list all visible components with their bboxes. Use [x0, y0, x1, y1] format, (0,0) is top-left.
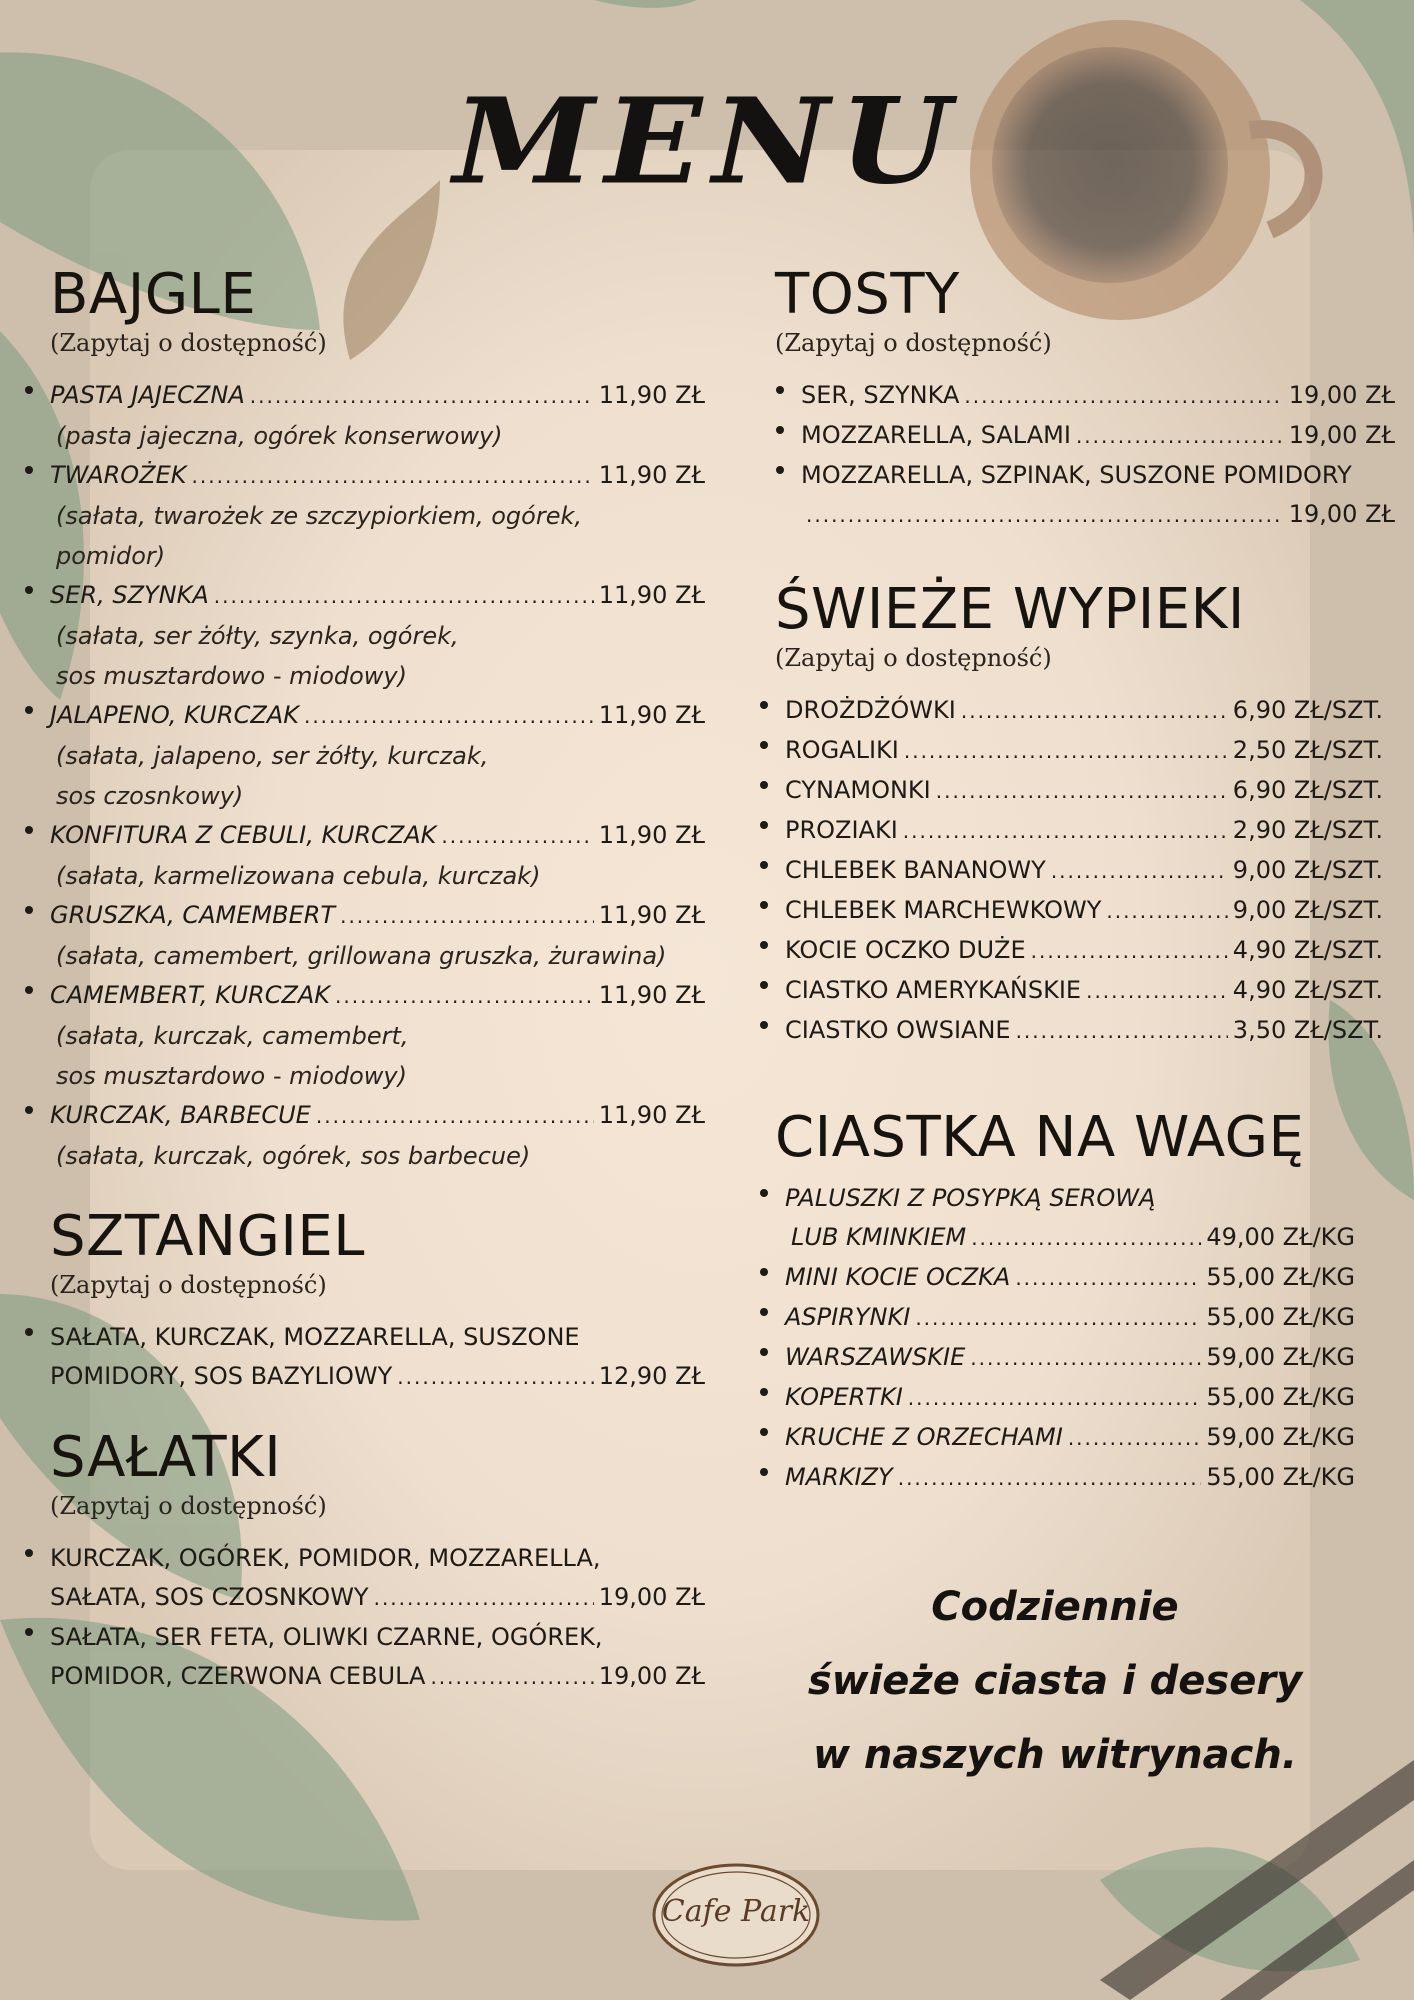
item-price: 55,00 ZŁ/KG [1206, 1383, 1355, 1411]
bullet-icon [25, 986, 33, 994]
section-heading: SZTANGIEL [50, 1204, 365, 1269]
menu-item [785, 931, 1383, 971]
item-name: PASTA JAJECZNA [50, 381, 245, 409]
bullet-icon [25, 1549, 33, 1557]
menu-item [785, 1418, 1355, 1458]
bullet-icon [760, 821, 768, 829]
item-price: 19,00 ZŁ [598, 1662, 705, 1690]
bullet-icon [25, 906, 33, 914]
item-price: 11,90 ZŁ [598, 1101, 705, 1129]
bullet-icon [760, 1268, 768, 1276]
menu-item [785, 691, 1383, 731]
right-column [775, 262, 1395, 1498]
item-name: KOPERTKI [785, 1383, 903, 1411]
bullet-icon [760, 1348, 768, 1356]
item-price: 11,90 ZŁ [598, 901, 705, 929]
section-note: (Zapytaj o dostępność) [775, 644, 1052, 672]
menu-item [785, 971, 1383, 1011]
section-note: (Zapytaj o dostępność) [50, 1492, 327, 1520]
item-price: 55,00 ZŁ/KG [1206, 1463, 1355, 1491]
item-price: 12,90 ZŁ [598, 1362, 705, 1390]
bullet-icon [760, 701, 768, 709]
item-price: 9,00 ZŁ/SZT. [1232, 896, 1383, 924]
item-name: PROZIAKI [785, 816, 898, 844]
footer-line: Codziennie [931, 1584, 1179, 1630]
item-price: 11,90 ZŁ [598, 981, 705, 1009]
item-name: ASPIRYNKI [785, 1303, 911, 1331]
item-price: 19,00 ZŁ [598, 1583, 705, 1611]
section-bajgle [50, 262, 705, 1176]
item-name: LUB KMINKIEM [791, 1223, 967, 1251]
item-name: JALAPENO, KURCZAK [50, 701, 299, 729]
footer-line: świeże ciasta i desery [807, 1658, 1303, 1704]
menu-item [801, 456, 1395, 535]
item-price: 59,00 ZŁ/KG [1206, 1423, 1355, 1451]
bullet-icon [25, 826, 33, 834]
item-description: (sałata, ser żółty, szynka, ogórek, [56, 622, 459, 650]
item-price: 19,00 ZŁ [1288, 381, 1395, 409]
item-name: KRUCHE Z ORZECHAMI [785, 1423, 1063, 1451]
item-description: (sałata, kurczak, camembert, [56, 1022, 409, 1050]
bullet-icon [760, 901, 768, 909]
bullet-icon [25, 1328, 33, 1336]
item-name: CAMEMBERT, KURCZAK [50, 981, 331, 1009]
menu-item [50, 1096, 705, 1176]
item-name: POMIDORY, SOS BAZYLIOWY [50, 1362, 393, 1390]
bullet-icon [760, 941, 768, 949]
item-description: (sałata, kurczak, ogórek, sos barbecue) [56, 1142, 531, 1170]
item-description: sos musztardowo - miodowy) [56, 662, 407, 690]
item-name: CYNAMONKI [785, 776, 931, 804]
menu-item [801, 376, 1395, 416]
footer-line: w naszych witrynach. [812, 1732, 1298, 1778]
item-name: SAŁATA, SOS CZOSNKOWY [50, 1583, 369, 1611]
section-note: (Zapytaj o dostępność) [50, 1271, 327, 1299]
bullet-icon [25, 706, 33, 714]
item-description: (sałata, twarożek ze szczypiorkiem, ogórek, [56, 502, 583, 530]
item-name: WARSZAWSKIE [785, 1343, 966, 1371]
item-name-line: KURCZAK, OGÓREK, POMIDOR, MOZZARELLA, [50, 1544, 601, 1572]
logo-text: Cafe Park [661, 1894, 811, 1929]
item-name: TWAROŻEK [50, 461, 187, 489]
footer-note [775, 1570, 1335, 1792]
item-name: SER, SZYNKA [50, 581, 209, 609]
item-name-line: PALUSZKI Z POSYPKĄ SEROWĄ [785, 1184, 1156, 1212]
bullet-icon [776, 426, 784, 434]
item-price: 11,90 ZŁ [598, 581, 705, 609]
item-price: 11,90 ZŁ [598, 381, 705, 409]
left-column [50, 262, 705, 1697]
item-description: pomidor) [56, 542, 166, 570]
menu-item [785, 1298, 1355, 1338]
item-price: 2,90 ZŁ/SZT. [1232, 816, 1383, 844]
item-name: POMIDOR, CZERWONA CEBULA [50, 1662, 426, 1690]
item-price: 9,00 ZŁ/SZT. [1232, 856, 1383, 884]
section-heading: ŚWIEŻE WYPIEKI [775, 577, 1245, 642]
item-name: MOZZARELLA, SALAMI [801, 421, 1071, 449]
item-name: ROGALIKI [785, 736, 899, 764]
menu-item [785, 1378, 1355, 1418]
bullet-icon [760, 1021, 768, 1029]
item-name-line: SAŁATA, SER FETA, OLIWKI CZARNE, OGÓREK, [50, 1623, 603, 1651]
menu-item [50, 816, 705, 896]
bullet-icon [25, 1628, 33, 1636]
menu-item [785, 851, 1383, 891]
item-name: CIASTKO OWSIANE [785, 1016, 1011, 1044]
menu-item [50, 456, 705, 576]
menu-item [785, 811, 1383, 851]
menu-item [50, 1618, 705, 1697]
menu-item [785, 891, 1383, 931]
item-description: (sałata, jalapeno, ser żółty, kurczak, [56, 742, 489, 770]
item-name: DROŻDŻÓWKI [785, 696, 956, 724]
menu-item [50, 376, 705, 456]
menu-item [785, 1179, 1355, 1258]
item-name: CHLEBEK BANANOWY [785, 856, 1046, 884]
menu-item [785, 771, 1383, 811]
menu-item [50, 576, 705, 696]
bullet-icon [760, 861, 768, 869]
bullet-icon [760, 1428, 768, 1436]
bullet-icon [760, 1308, 768, 1316]
item-price: 55,00 ZŁ/KG [1206, 1263, 1355, 1291]
bullet-icon [25, 386, 33, 394]
item-name: CHLEBEK MARCHEWKOWY [785, 896, 1102, 924]
item-price: 2,50 ZŁ/SZT. [1232, 736, 1383, 764]
menu-item [50, 896, 705, 976]
section-tosty [775, 262, 1395, 535]
item-name: MINI KOCIE OCZKA [785, 1263, 1011, 1291]
item-price: 19,00 ZŁ [1288, 421, 1395, 449]
item-price: 4,90 ZŁ/SZT. [1232, 936, 1383, 964]
item-name: CIASTKO AMERYKAŃSKIE [785, 976, 1082, 1004]
item-name: KURCZAK, BARBECUE [50, 1101, 311, 1129]
bullet-icon [760, 981, 768, 989]
item-price: 6,90 ZŁ/SZT. [1232, 696, 1383, 724]
menu-item [785, 1011, 1383, 1051]
item-price: 19,00 ZŁ [1288, 500, 1395, 528]
item-name-line: MOZZARELLA, SZPINAK, SUSZONE POMIDORY [801, 461, 1352, 489]
item-name: KONFITURA Z CEBULI, KURCZAK [50, 821, 437, 849]
bullet-icon [776, 466, 784, 474]
page-title: MENU [453, 72, 961, 211]
item-price: 3,50 ZŁ/SZT. [1232, 1016, 1383, 1044]
section-heading: BAJGLE [50, 262, 257, 327]
item-description: (sałata, karmelizowana cebula, kurczak) [56, 862, 541, 890]
bullet-icon [776, 386, 784, 394]
bullet-icon [760, 1468, 768, 1476]
bullet-icon [760, 1388, 768, 1396]
item-price: 59,00 ZŁ/KG [1206, 1343, 1355, 1371]
item-price: 6,90 ZŁ/SZT. [1232, 776, 1383, 804]
cafe-park-logo [650, 1860, 822, 1970]
menu-item [785, 1338, 1355, 1378]
item-description: (sałata, camembert, grillowana gruszka, żurawina) [56, 942, 667, 970]
section-note: (Zapytaj o dostępność) [775, 329, 1052, 357]
section-ciastka-na-wage [775, 1105, 1395, 1498]
section-heading: SAŁATKI [50, 1425, 282, 1490]
menu-item [785, 1458, 1355, 1498]
item-price: 4,90 ZŁ/SZT. [1232, 976, 1383, 1004]
menu-item [785, 1258, 1355, 1298]
section-salatki [50, 1425, 705, 1697]
bullet-icon [25, 466, 33, 474]
item-description: (pasta jajeczna, ogórek konserwowy) [56, 422, 503, 450]
item-name: KOCIE OCZKO DUŻE [785, 936, 1026, 964]
bullet-icon [760, 781, 768, 789]
item-description: sos musztardowo - miodowy) [56, 1062, 407, 1090]
item-name: MARKIZY [785, 1463, 893, 1491]
item-description: sos czosnkowy) [56, 782, 244, 810]
menu-item [50, 696, 705, 816]
bullet-icon [760, 1189, 768, 1197]
menu-item [50, 976, 705, 1096]
menu-item [50, 1539, 705, 1618]
menu-item [50, 1318, 705, 1397]
item-name-line: SAŁATA, KURCZAK, MOZZARELLA, SUSZONE [50, 1323, 580, 1351]
item-name: SER, SZYNKA [801, 381, 960, 409]
menu-item [785, 731, 1383, 771]
bullet-icon [25, 1106, 33, 1114]
item-price: 11,90 ZŁ [598, 461, 705, 489]
section-heading: CIASTKA NA WAGĘ [775, 1105, 1305, 1170]
bullet-icon [760, 741, 768, 749]
section-heading: TOSTY [775, 262, 960, 327]
item-price: 55,00 ZŁ/KG [1206, 1303, 1355, 1331]
item-price: 49,00 ZŁ/KG [1206, 1223, 1355, 1251]
item-name: GRUSZKA, CAMEMBERT [50, 901, 336, 929]
item-price: 11,90 ZŁ [598, 821, 705, 849]
item-price: 11,90 ZŁ [598, 701, 705, 729]
menu-item [801, 416, 1395, 456]
bullet-icon [25, 586, 33, 594]
section-note: (Zapytaj o dostępność) [50, 329, 327, 357]
section-swieze-wypieki [775, 577, 1395, 1051]
section-sztangiel [50, 1204, 705, 1397]
